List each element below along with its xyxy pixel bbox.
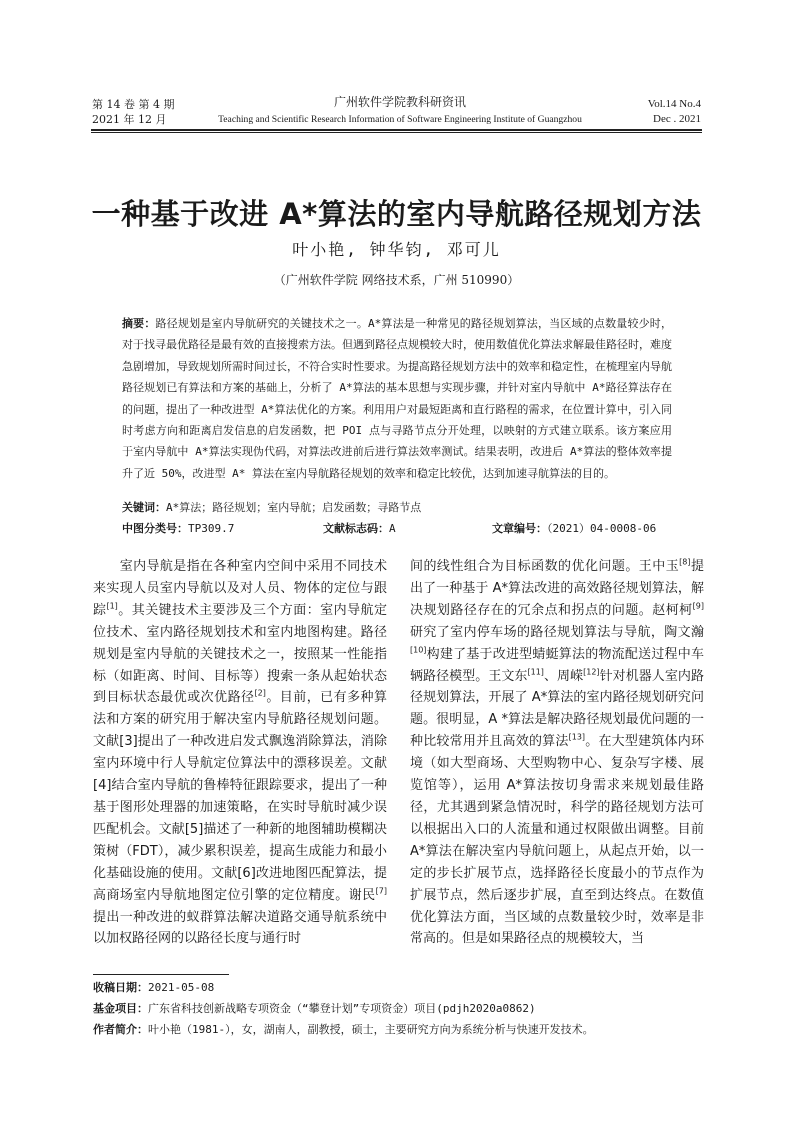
citation: [13] [568, 732, 586, 742]
body-text: 提出一种改进的蚁群算法解决道路交通导航系统中以加权路径网的以路径长度与通行时 [93, 909, 387, 947]
journal-title-cn: 广州软件学院教科研资讯 [333, 95, 466, 109]
author-bio-label: 作者简介： [93, 1023, 148, 1036]
body-text: 研究了室内停车场的路径规划算法与导航，陶文瀚 [410, 624, 704, 640]
body-text: 、周嵘 [543, 668, 584, 684]
body-text: 间的线性组合为目标函数的优化问题。王中玉 [410, 559, 680, 574]
body-column-left [93, 556, 387, 950]
volume-issue-cn: 第 14 卷 第 4 期 [92, 98, 175, 111]
body-text: 室内导航是指在各种室内空间中采用不同技术来实现人员室内导航以及对人员、物体的定位与跟踪 [93, 559, 387, 618]
doc-code-value: A [389, 522, 396, 535]
article-number-label: 文章编号： [492, 522, 547, 535]
body-column-right [410, 556, 704, 950]
fund-value: 广东省科技创新战略专项资金（“攀登计划”专项资金）项目(pdjh2020a0862) [148, 1002, 536, 1015]
body-text: 针对机器人室内路径规划算法，开展了 A*算法的室内路径规划研究问题。很明显，A *算法是解决路径规划最优问题的一种比较常用并且高效的算法 [410, 668, 704, 750]
author-bio-value: 叶小艳（1981-），女，湖南人，副教授，硕士，主要研究方向为系统分析与快速开发技术。 [148, 1023, 594, 1036]
journal-title-en: Teaching and Scientific Research Information of Software Engineering Institute of Guangzhou [218, 114, 582, 125]
received-date [93, 979, 214, 996]
date-en: Dec . 2021 [653, 113, 701, 125]
citation: [8] [679, 557, 691, 567]
paper-title: 一种基于改进 A*算法的室内导航路径规划方法 [91, 197, 702, 231]
citation: [9] [692, 601, 704, 611]
fund-label: 基金项目： [93, 1002, 148, 1015]
citation: [12] [583, 667, 600, 677]
keywords [122, 499, 682, 517]
citation: [2] [254, 689, 266, 699]
received-value: 2021-05-08 [148, 981, 215, 994]
volume-issue-en: Vol.14 No.4 [647, 98, 701, 110]
author-bio [93, 1021, 594, 1038]
doc-code-label: 文献标志码： [323, 522, 389, 535]
document-code [323, 520, 396, 538]
abstract-label: 摘要： [122, 317, 156, 330]
citation: [7] [375, 886, 387, 896]
fund-info [93, 1000, 536, 1017]
clc-value: TP309.7 [188, 522, 235, 535]
article-number [492, 520, 656, 538]
keywords-text: A*算法；路径规划；室内导航；启发函数；寻路节点 [166, 501, 422, 514]
keywords-label: 关键词： [122, 501, 166, 514]
affiliation: （广州软件学院 网络技术系，广州 510990） [273, 273, 520, 287]
header-rule-top [91, 129, 702, 131]
abstract-text: 路径规划是室内导航研究的关键技术之一。A*算法是一种常见的路径规划算法，当区域的点数量较少时，对于找寻最优路径是最有效的直接搜索方法。但遇到路径点规模较大时，使用数值优化算法求解最佳路径时，难度急剧增加，导致规划所需时间过长，不符合实时性要求。为提高路径规划方法中的效率和稳定性，在梳理室内导航路径规划已有算法和方案的基础上，分析了 A*算法的基本思想与实现步骤，并针对室内导航中 A*路径算法存在的问题，提出了一种改进型 A*算法优化的方案。利用用户对最短距离和直行路程的需求，在位置计算中，引入同时考虑方向和距离启发信息的启发函数，把 POI 点与寻路节点分开处理，以映射的方式建立联系。该方案应用于室内导航中 A*算法实现伪代码，对算法改进前后进行算法效率测试。结果表明，改进后 A*算法的整体效率提升了近 50%，改进型 A* 算法在室内导航路径规划的效率和稳定比较优，达到加速寻航算法的目的。 [122, 317, 672, 480]
citation: [10] [410, 645, 427, 655]
clc-number [122, 520, 234, 538]
body-text: 。其关键技术主要涉及三个方面：室内导航定位技术、室内路径规划技术和室内地图构建。路径规划是室内导航的关键技术之一，按照某一性能指标（如距离、时间、目标等）搜索一条从起始状态到目标状态最优或次优路径 [93, 602, 387, 706]
date-cn: 2021 年 12 月 [92, 113, 167, 126]
article-number-value: （2021）04-0008-06 [547, 522, 657, 535]
received-label: 收稿日期： [93, 981, 148, 994]
body-text: 构建了基于改进型蜻蜓算法的物流配送过程中车辆路径模型。王文东 [410, 646, 704, 684]
citation: [11] [527, 667, 544, 677]
header-rule-bottom [91, 132, 702, 133]
abstract [122, 313, 672, 484]
paper-authors: 叶小艳, 钟华钧, 邓可儿 [292, 240, 501, 259]
clc-label: 中图分类号： [122, 522, 188, 535]
body-text: 提出了一种基于 A*算法改进的高效路径规划算法，解决规划路径存在的冗余点和拐点的问题。赵柯柯 [410, 559, 704, 618]
footnote-rule [93, 974, 229, 975]
body-text: 。在大型建筑体内环境（如大型商场、大型购物中心、复杂写字楼、展览馆等），运用 A*算法按切身需求来规划最佳路径，尤其遇到紧急情况时，科学的路径规划方法可以根据出入口的人流量和通过权限做出调整。目前 A*算法在解决室内导航问题上，从起点开始，以一定的步长扩展节点，选择路径长度最小的节点作为扩展节点，然后逐步扩展，直至到达终点。在数值优化算法方面，当区域的点数量较少时，效率是非常高的。但是如果路径点的规模较大，当 [410, 734, 704, 947]
citation: [1] [106, 601, 118, 611]
body-text: 。目前，已有多种算法和方案的研究用于解决室内导航路径规划问题。文献[3]提出了一种改进启发式飘逸消除算法，消除室内环境中行人导航定位算法中的漂移误差。文献[4]结合室内导航的鲁棒特征跟踪要求，提出了一种基于图形处理器的加速策略，在实时导航时减少误匹配机会。文献[5]描述了一种新的地图辅助模糊决策树（FDT），减少累积误差，提高生成能力和最小化基础设施的使用。文献[6]改进地图匹配算法，提高商场室内导航地图定位引擎的定位精度。谢民 [93, 690, 387, 903]
